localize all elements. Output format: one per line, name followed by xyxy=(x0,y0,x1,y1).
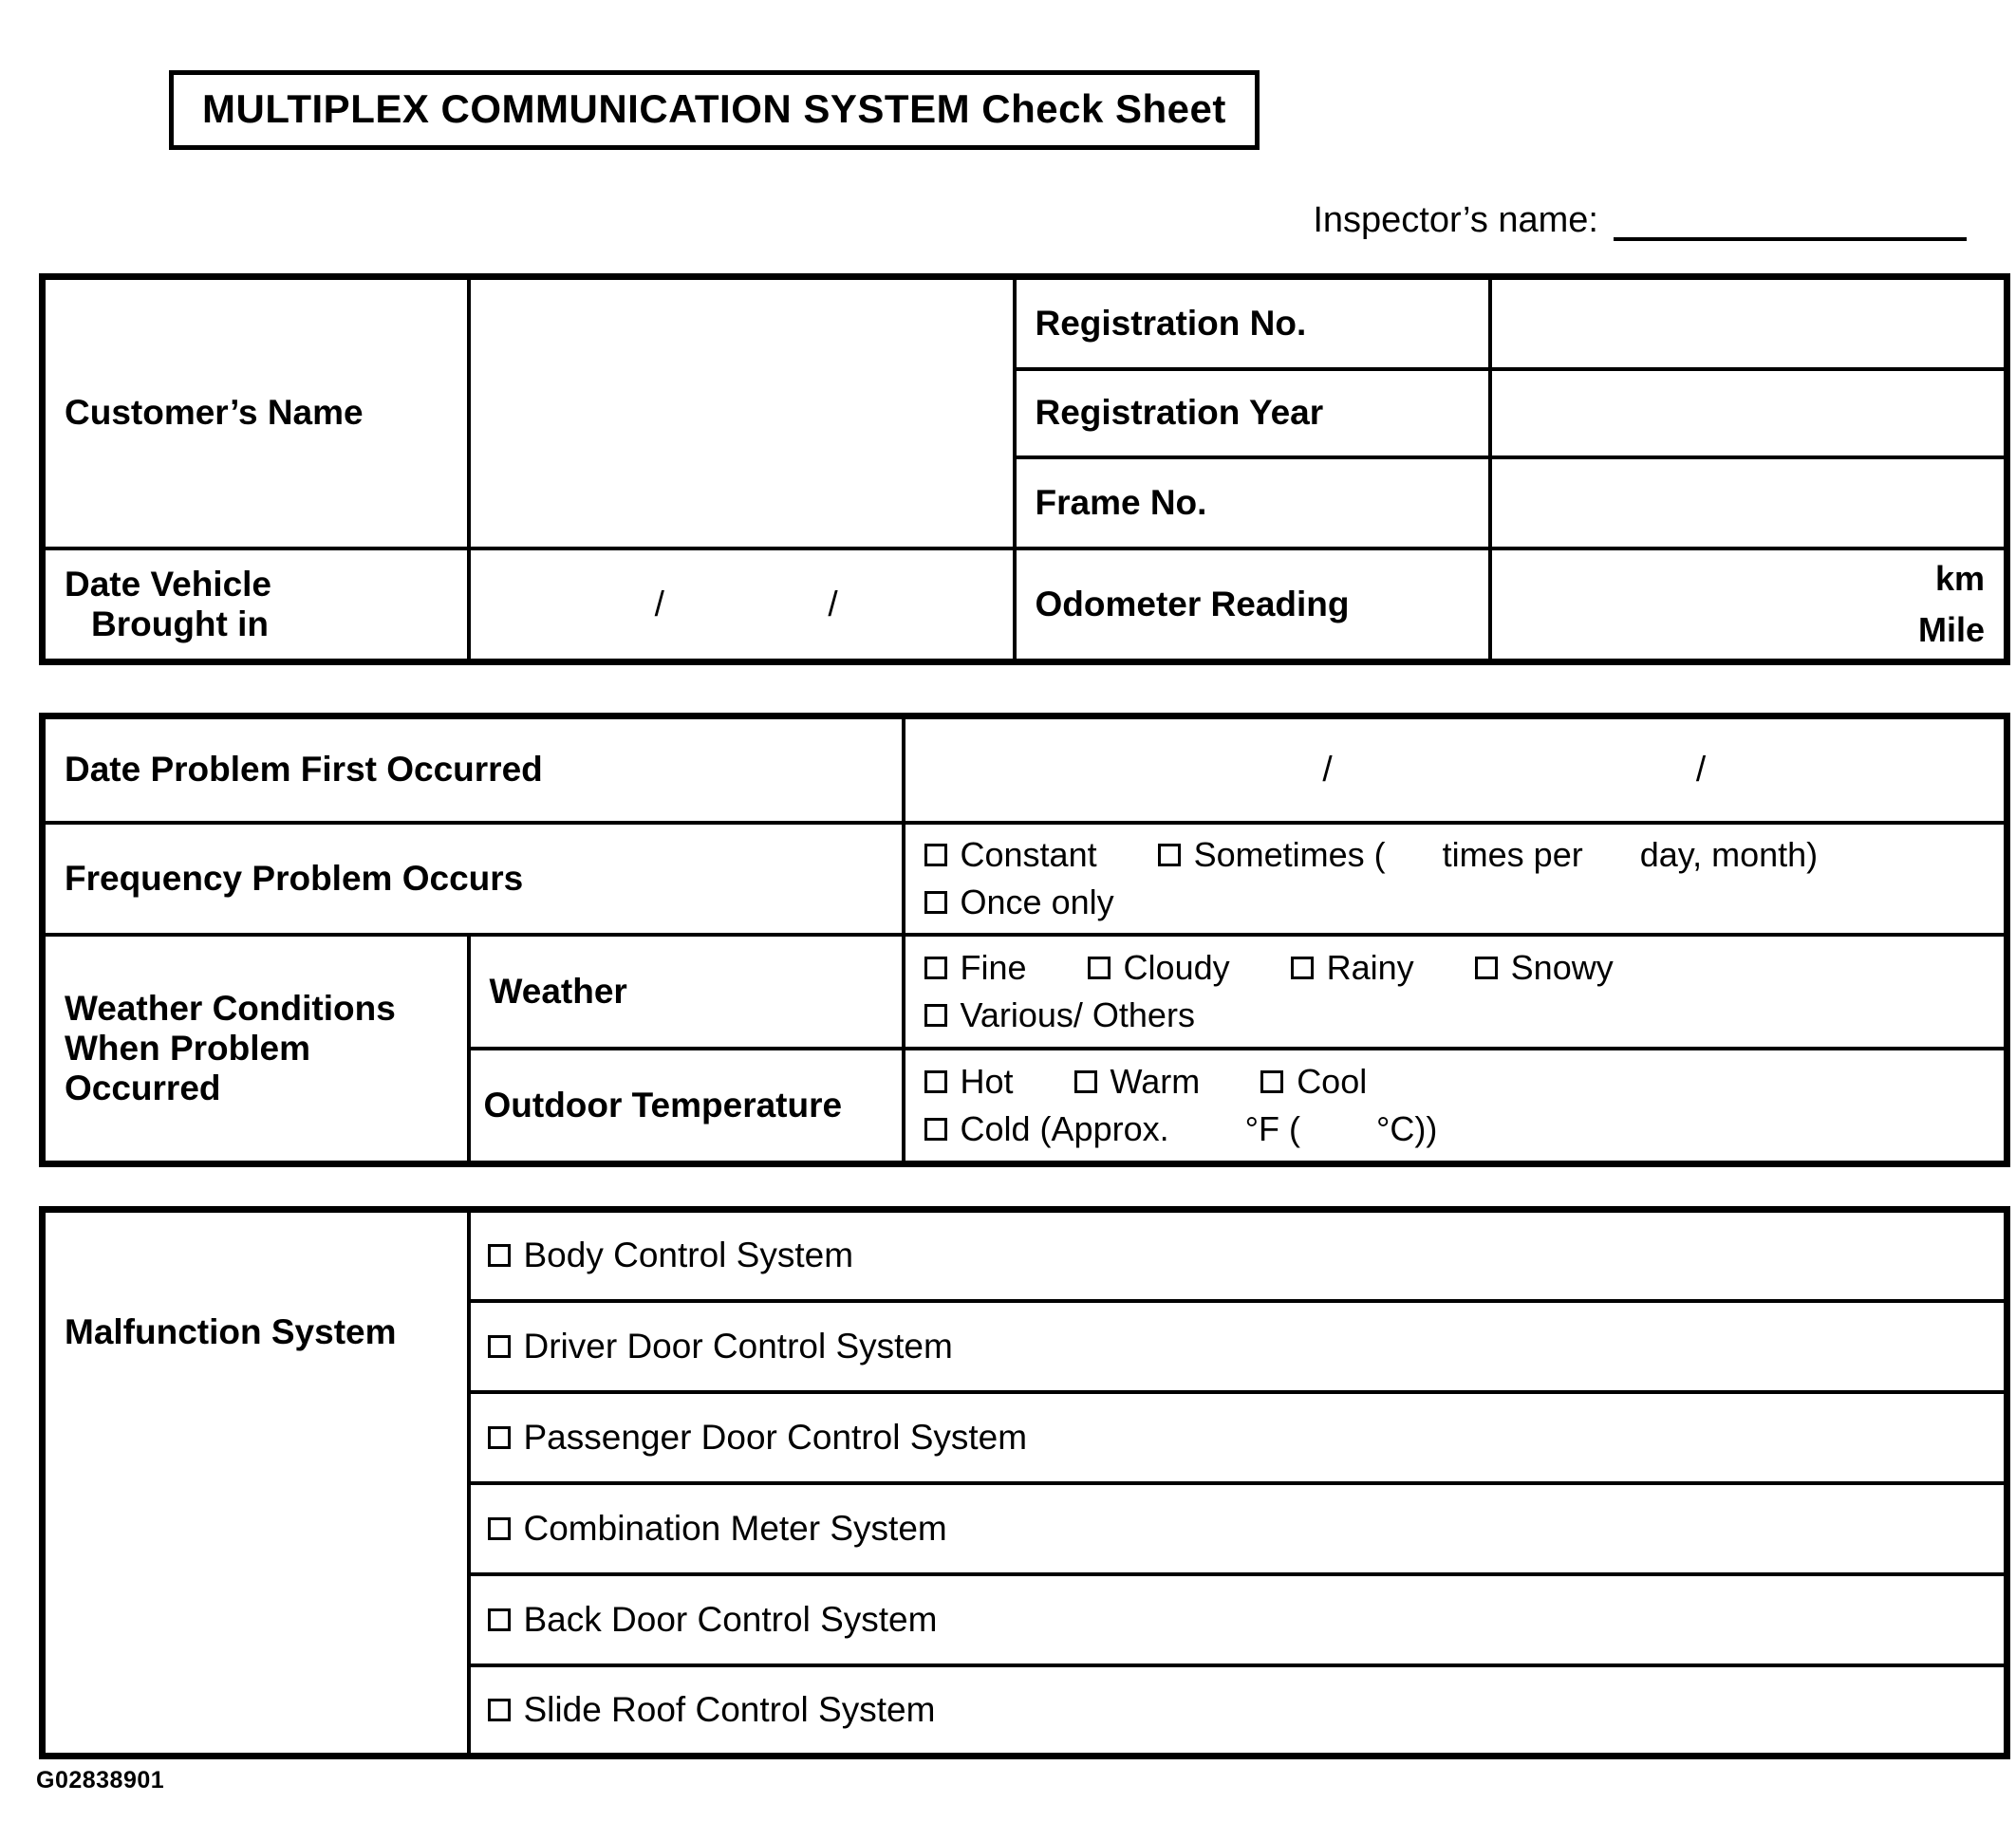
passenger-door-control-system-label: Passenger Door Control System xyxy=(523,1417,1028,1457)
option-warm-label: Warm xyxy=(1110,1061,1201,1101)
odometer-unit-mile: Mile xyxy=(1917,609,1985,649)
malfunction-row-back-door xyxy=(469,1574,2007,1665)
malfunction-system-label: Malfunction System xyxy=(43,1210,469,1756)
option-cold-label: Cold (Approx. °F ( °C)) xyxy=(960,1108,1438,1148)
checkbox-cold[interactable] xyxy=(924,1118,947,1141)
checkbox-once-only[interactable] xyxy=(924,891,947,914)
date-slash: / xyxy=(828,584,838,623)
option-fine xyxy=(924,944,1027,992)
checkbox-back-door-control-system[interactable] xyxy=(488,1608,511,1631)
weather-conditions-label: Weather Conditions When Problem Occurred xyxy=(43,935,469,1164)
temperature-options-line1 xyxy=(924,1058,1986,1106)
date-problem-label: Date Problem First Occurred xyxy=(43,716,904,823)
frame-no-label: Frame No. xyxy=(1015,457,1490,548)
option-constant-label: Constant xyxy=(960,834,1097,874)
body-control-system-label: Body Control System xyxy=(523,1236,854,1275)
date-slash: / xyxy=(1695,750,1707,790)
customer-name-label: Customer’s Name xyxy=(43,277,469,548)
malfunction-system-table xyxy=(39,1206,2010,1759)
option-sometimes-label: Sometimes ( times per day, month) xyxy=(1193,834,1819,874)
option-sometimes xyxy=(1158,831,1819,879)
registration-year-label: Registration Year xyxy=(1015,369,1490,457)
checkbox-warm[interactable] xyxy=(1074,1070,1097,1093)
date-brought-field[interactable] xyxy=(469,548,1015,662)
form-title: MULTIPLEX COMMUNICATION SYSTEM Check Sheet xyxy=(202,86,1226,131)
odometer-field[interactable] xyxy=(1490,548,2007,662)
date-brought-label xyxy=(43,548,469,662)
weather-options xyxy=(904,935,2007,1049)
frame-no-field[interactable] xyxy=(1490,457,2007,548)
weather-label: Weather xyxy=(469,935,904,1049)
checkbox-cool[interactable] xyxy=(1260,1070,1283,1093)
option-rainy-label: Rainy xyxy=(1326,947,1414,987)
temperature-options xyxy=(904,1049,2007,1164)
option-cold xyxy=(924,1106,1438,1153)
checkbox-driver-door-control-system[interactable] xyxy=(488,1335,511,1358)
combination-meter-system-label: Combination Meter System xyxy=(523,1508,947,1548)
checkbox-fine[interactable] xyxy=(924,957,947,979)
malfunction-row-body-control xyxy=(469,1210,2007,1301)
checkbox-sometimes[interactable] xyxy=(1158,844,1181,866)
slide-roof-control-system-label: Slide Roof Control System xyxy=(523,1689,936,1729)
vehicle-info-table xyxy=(39,273,2010,665)
form-title-box xyxy=(169,70,1260,150)
inspector-name-field[interactable] xyxy=(1614,197,1967,241)
option-fine-label: Fine xyxy=(960,947,1027,987)
driver-door-control-system-label: Driver Door Control System xyxy=(523,1326,953,1366)
registration-no-label: Registration No. xyxy=(1015,277,1490,369)
checkbox-snowy[interactable] xyxy=(1475,957,1498,979)
option-snowy xyxy=(1475,944,1614,992)
frequency-options-line1 xyxy=(924,831,1986,879)
checkbox-rainy[interactable] xyxy=(1291,957,1314,979)
option-constant xyxy=(924,831,1097,879)
checkbox-hot[interactable] xyxy=(924,1070,947,1093)
option-various-others xyxy=(924,992,1195,1039)
checkbox-constant[interactable] xyxy=(924,844,947,866)
weather-options-line1 xyxy=(924,944,1986,992)
date-slash: / xyxy=(654,584,664,623)
option-rainy xyxy=(1291,944,1414,992)
figure-id: G02838901 xyxy=(36,1767,165,1794)
malfunction-row-passenger-door xyxy=(469,1392,2007,1483)
option-cool-label: Cool xyxy=(1297,1061,1368,1101)
checkbox-passenger-door-control-system[interactable] xyxy=(488,1426,511,1449)
registration-year-field[interactable] xyxy=(1490,369,2007,457)
option-various-others-label: Various/ Others xyxy=(960,994,1195,1034)
frequency-label: Frequency Problem Occurs xyxy=(43,823,904,935)
frequency-options xyxy=(904,823,2007,935)
inspector-name-label: Inspector’s name: xyxy=(1313,200,1598,240)
option-cloudy-label: Cloudy xyxy=(1123,947,1230,987)
temperature-options-line2 xyxy=(924,1106,1986,1153)
back-door-control-system-label: Back Door Control System xyxy=(523,1599,938,1639)
option-cool xyxy=(1260,1058,1367,1106)
date-slash: / xyxy=(1322,750,1333,790)
outdoor-temperature-label: Outdoor Temperature xyxy=(469,1049,904,1164)
option-snowy-label: Snowy xyxy=(1510,947,1614,987)
option-once-only xyxy=(924,879,1114,926)
option-cloudy xyxy=(1088,944,1230,992)
option-warm xyxy=(1074,1058,1201,1106)
weather-options-line2 xyxy=(924,992,1986,1039)
problem-conditions-table xyxy=(39,713,2010,1167)
inspector-name-row xyxy=(1313,197,1967,241)
date-brought-label-line1: Date Vehicle xyxy=(65,564,272,604)
odometer-units xyxy=(1505,555,1991,654)
malfunction-row-driver-door xyxy=(469,1301,2007,1392)
checkbox-slide-roof-control-system[interactable] xyxy=(488,1699,511,1721)
checkbox-body-control-system[interactable] xyxy=(488,1244,511,1267)
checkbox-combination-meter-system[interactable] xyxy=(488,1517,511,1540)
frequency-options-line2 xyxy=(924,879,1986,926)
malfunction-row-combination-meter xyxy=(469,1483,2007,1574)
checkbox-cloudy[interactable] xyxy=(1088,957,1111,979)
odometer-label: Odometer Reading xyxy=(1015,548,1490,662)
malfunction-row-slide-roof xyxy=(469,1665,2007,1756)
option-once-only-label: Once only xyxy=(960,882,1114,921)
option-hot-label: Hot xyxy=(960,1061,1014,1101)
customer-name-field[interactable] xyxy=(469,277,1015,548)
date-brought-label-line2: Brought in xyxy=(91,604,270,643)
registration-no-field[interactable] xyxy=(1490,277,2007,369)
option-hot xyxy=(924,1058,1014,1106)
checkbox-various-others[interactable] xyxy=(924,1004,947,1027)
odometer-unit-km: km xyxy=(1934,558,1985,598)
date-problem-field[interactable] xyxy=(904,716,2007,823)
